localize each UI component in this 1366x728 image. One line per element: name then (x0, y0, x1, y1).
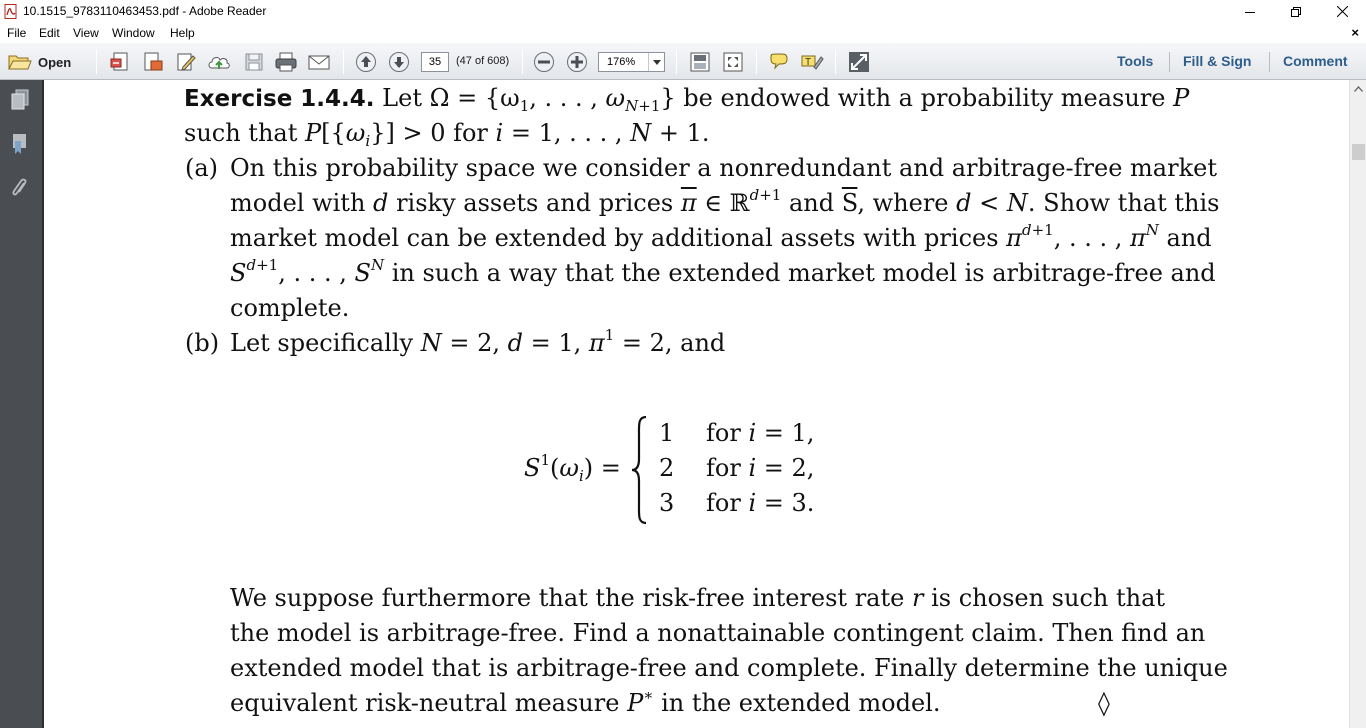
vertical-scrollbar[interactable] (1349, 80, 1366, 728)
open-label: Open (38, 54, 72, 70)
sticky-note-button[interactable] (767, 51, 791, 73)
fill-sign-tab[interactable]: Fill & Sign (1183, 53, 1252, 69)
export-pdf-button[interactable] (141, 51, 165, 73)
case-2-value: 2 (659, 454, 675, 482)
pdf-page (44, 80, 1349, 728)
toolbar-separator (756, 50, 757, 74)
folder-open-icon (8, 53, 32, 71)
end-of-exercise-mark: ◊ (1098, 689, 1110, 717)
expand-icon (722, 51, 744, 73)
paragraph-line-1: We suppose furthermore that the risk-free interest rate r is chosen such that (230, 584, 1166, 612)
page-count: (47 of 608) (456, 55, 510, 67)
highlight-button[interactable] (800, 51, 824, 73)
case-2-condition: for i = 2, (706, 454, 815, 482)
adobe-reader-icon (4, 4, 18, 19)
toolbar-separator (1269, 52, 1270, 72)
expand-view-button[interactable] (847, 51, 871, 73)
document-view[interactable] (44, 80, 1349, 728)
menu-bar (0, 23, 1366, 43)
paragraph-line-2: the model is arbitrage-free. Find a nonattainable contingent claim. Then find an (230, 619, 1206, 647)
full-screen-button[interactable] (721, 51, 745, 73)
exercise-heading: Exercise 1.4.4. (184, 86, 375, 112)
restore-button[interactable] (1273, 0, 1319, 23)
exercise-line-1-text: be endowed with a probability measure (683, 84, 1166, 112)
exercise-line-2: such that $P[\{\omega_i\}] > 0$ for i = 1, . . . , N + 1. (184, 119, 710, 150)
tools-tab[interactable]: Tools (1117, 53, 1154, 69)
attachments-button[interactable] (9, 176, 31, 200)
chevron-up-icon (1354, 86, 1363, 92)
upload-cloud-button[interactable] (207, 51, 231, 73)
comment-bubble-icon (768, 51, 790, 73)
arrow-down-circle-icon (388, 51, 410, 73)
minus-circle-icon (533, 51, 555, 73)
part-a-line-5: complete. (230, 294, 350, 322)
page-thumbnails-button[interactable] (9, 88, 31, 112)
svg-text:T: T (805, 57, 812, 68)
menu-view[interactable]: View (73, 26, 99, 40)
envelope-icon (307, 52, 331, 72)
omega-set-text: Let $\Omega = \{\omega_1$, . . . , $\omega_{N+1}$} (382, 84, 676, 115)
case-1-condition: for i = 1, (706, 419, 815, 447)
case-3-value: 3 (659, 489, 675, 517)
edit-pdf-button[interactable] (174, 51, 198, 73)
cloud-upload-icon (207, 51, 231, 73)
email-button[interactable] (307, 51, 331, 73)
save-icon (244, 52, 264, 72)
zoom-select[interactable] (598, 52, 665, 72)
zoom-value: 176% (607, 56, 636, 68)
export-pdf-icon (142, 51, 164, 73)
toolbar (0, 43, 1366, 80)
menu-file[interactable]: File (7, 26, 27, 40)
minimize-icon (1245, 7, 1255, 17)
part-a-line-1: On this probability space we consider a nonredundant and arbitrage-free market (230, 154, 1217, 182)
next-page-button[interactable] (387, 51, 411, 73)
window-title: 10.1515_9783110463453.pdf - Adobe Reader (23, 4, 267, 18)
fit-page-icon (689, 51, 711, 73)
close-document-icon[interactable]: × (1351, 25, 1359, 40)
restore-icon (1291, 7, 1301, 17)
part-a-label: (a) (185, 154, 219, 182)
menu-window[interactable]: Window (112, 26, 155, 40)
part-b-line-1: Let specifically N = 2, d = 1, $\pi^1 = 2$, and (230, 326, 726, 357)
paragraph-line-4: equivalent risk-neutral measure P∗ in the extended model. (230, 686, 941, 717)
create-pdf-button[interactable] (108, 51, 132, 73)
case-1-value: 1 (659, 419, 675, 447)
close-icon (1337, 6, 1348, 17)
print-button[interactable] (274, 51, 298, 73)
zoom-out-button[interactable] (532, 51, 556, 73)
chevron-down-icon[interactable] (648, 53, 664, 71)
toolbar-separator (676, 50, 677, 74)
edit-pdf-icon (175, 51, 197, 73)
part-b-label: (b) (185, 329, 220, 357)
open-button[interactable] (8, 51, 71, 73)
comment-tab[interactable]: Comment (1283, 53, 1348, 69)
create-pdf-icon (109, 51, 131, 73)
plus-circle-icon (566, 51, 588, 73)
previous-page-button[interactable] (354, 51, 378, 73)
arrow-up-circle-icon (355, 51, 377, 73)
navigation-panel (0, 80, 42, 728)
part-a-line-2: model with d risky assets and prices $\overline{\pi}$ ∈ ℝ$^{d+1}$ and $\overline{S}$, where d < N. Show that this (230, 186, 1220, 217)
bookmarks-button[interactable] (9, 132, 31, 156)
print-icon (274, 51, 298, 73)
bookmark-icon (11, 133, 29, 155)
menu-help[interactable]: Help (170, 26, 195, 40)
zoom-in-button[interactable] (565, 51, 589, 73)
toolbar-separator (835, 50, 836, 74)
scroll-thumb[interactable] (1352, 144, 1365, 160)
toolbar-separator (1169, 52, 1170, 72)
close-button[interactable] (1319, 0, 1365, 23)
paragraph-line-3: extended model that is arbitrage-free and complete. Finally determine the unique (230, 654, 1228, 682)
toolbar-separator (343, 50, 344, 74)
case-3-condition: for i = 3. (706, 489, 815, 517)
toolbar-separator (522, 50, 523, 74)
menu-edit[interactable]: Edit (39, 26, 60, 40)
paperclip-icon (11, 177, 29, 199)
page-thumbnails-icon (10, 89, 30, 111)
save-button[interactable] (242, 51, 266, 73)
part-a-line-4: $S^{d+1}$, . . . , $S^N$ in such a way that the extended market model is arbitrage-free and (230, 256, 1216, 287)
highlight-text-icon (800, 51, 824, 73)
exercise-line-1: Exercise 1.4.4. Let $\Omega = \{\omega_1$, . . . , $\omega_{N+1}$} be endowed with a probability measure P (184, 84, 1190, 115)
toolbar-separator (96, 50, 97, 74)
page-number-input[interactable]: 35 (421, 52, 449, 72)
scroll-up-button[interactable] (1350, 80, 1366, 97)
left-brace (630, 415, 648, 525)
title-bar (0, 0, 1366, 23)
equation-lhs: $S^1(\omega_i)$ = (524, 451, 621, 485)
fit-page-button[interactable] (688, 51, 712, 73)
expand-arrows-icon (848, 51, 870, 73)
minimize-button[interactable] (1227, 0, 1273, 23)
part-a-line-3: market model can be extended by additional assets with prices $\pi^{d+1}$, . . . , $\pi^N$ and (230, 221, 1212, 252)
